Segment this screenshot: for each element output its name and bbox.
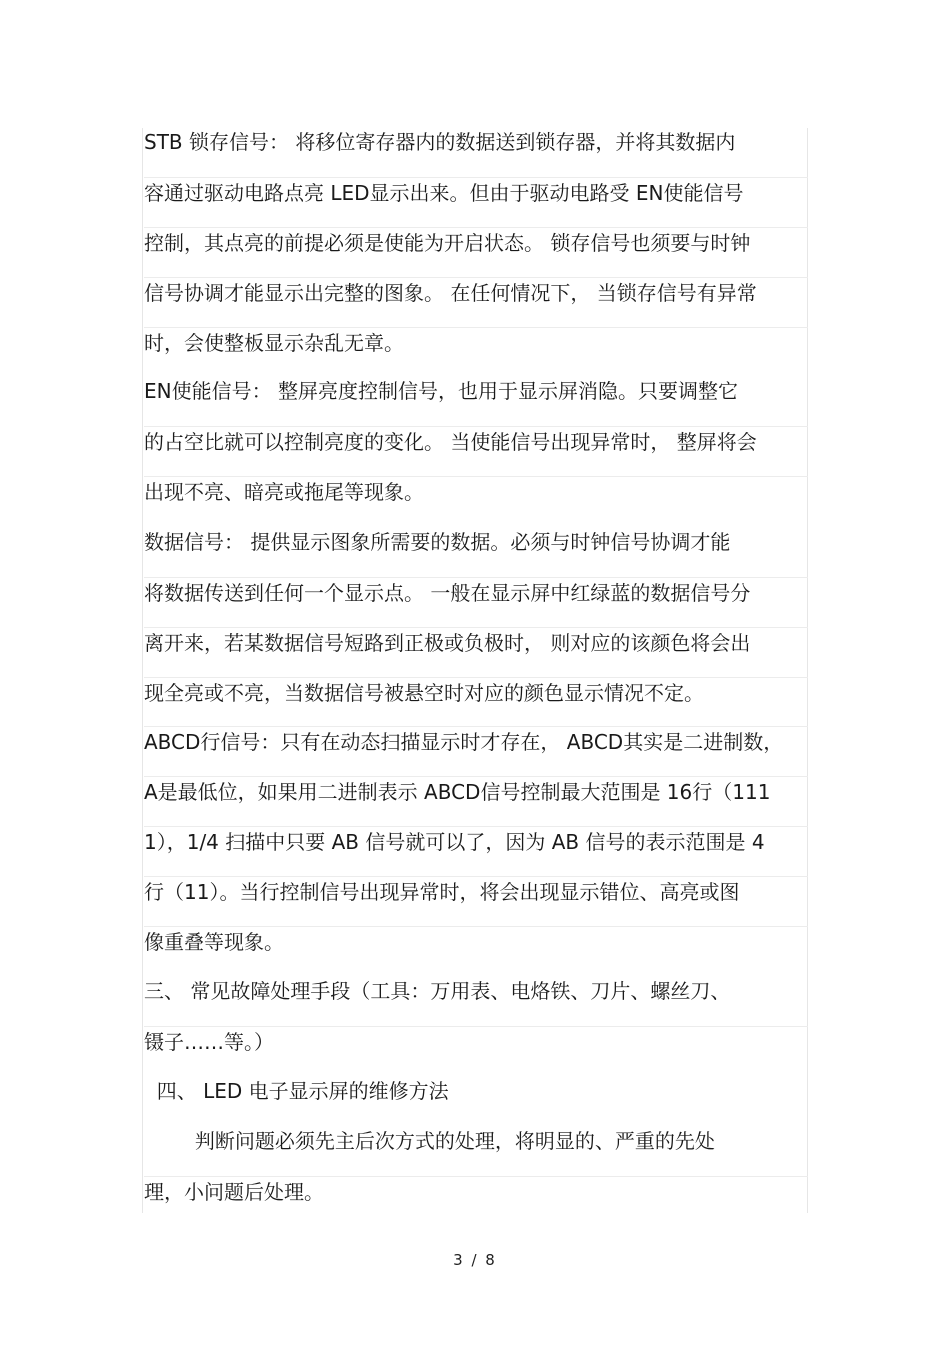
text-line: 理，小问题后处理。	[144, 1176, 808, 1207]
text-line: 镊子……等。）	[144, 1026, 808, 1057]
text-line: 判断问题必须先主后次方式的处理，将明显的、严重的先处	[144, 1129, 715, 1153]
text-line: 1），1/4 扫描中只要 AB 信号就可以了，因为 AB 信号的表示范围是 4	[144, 826, 808, 857]
text-line: 行（11）。当行控制信号出现异常时，将会出现显示错位、高亮或图	[144, 876, 808, 907]
text-line: EN使能信号： 整屏亮度控制信号，也用于显示屏消隐。只要调整它	[144, 379, 738, 403]
text-line: 时，会使整板显示杂乱无章。	[144, 327, 808, 358]
text-line: 控制，其点亮的前提必须是使能为开启状态。 锁存信号也须要与时钟	[144, 227, 808, 258]
text-line: 出现不亮、暗亮或拖尾等现象。	[144, 476, 808, 507]
text-line: 将数据传送到任何一个显示点。 一般在显示屏中红绿蓝的数据信号分	[144, 577, 808, 608]
text-line: 现全亮或不亮，当数据信号被悬空时对应的颜色显示情况不定。	[144, 677, 808, 708]
text-line: 像重叠等现象。	[144, 926, 808, 957]
text-line: 容通过驱动电路点亮 LED显示出来。但由于驱动电路受 EN使能信号	[144, 177, 808, 208]
text-line: ABCD行信号：只有在动态扫描显示时才存在， ABCD其实是二进制数，	[144, 726, 808, 757]
text-line: STB 锁存信号： 将移位寄存器内的数据送到锁存器，并将其数据内	[144, 130, 736, 154]
page-indicator: 3 / 8	[453, 1251, 497, 1269]
text-line: 信号协调才能显示出完整的图象。 在任何情况下， 当锁存信号有异常	[144, 277, 808, 308]
text-line: 数据信号： 提供显示图象所需要的数据。必须与时钟信号协调才能	[144, 530, 731, 554]
text-line: A是最低位，如果用二进制表示 ABCD信号控制最大范围是 16行（111	[144, 776, 808, 807]
text-line: 三、 常见故障处理手段（工具：万用表、电烙铁、刀片、螺丝刀、	[144, 979, 731, 1003]
text-line: 离开来，若某数据信号短路到正极或负极时， 则对应的该颜色将会出	[144, 627, 808, 658]
text-line: 的占空比就可以控制亮度的变化。 当使能信号出现异常时， 整屏将会	[144, 426, 808, 457]
section-heading: 四、 LED 电子显示屏的维修方法	[144, 1079, 449, 1103]
